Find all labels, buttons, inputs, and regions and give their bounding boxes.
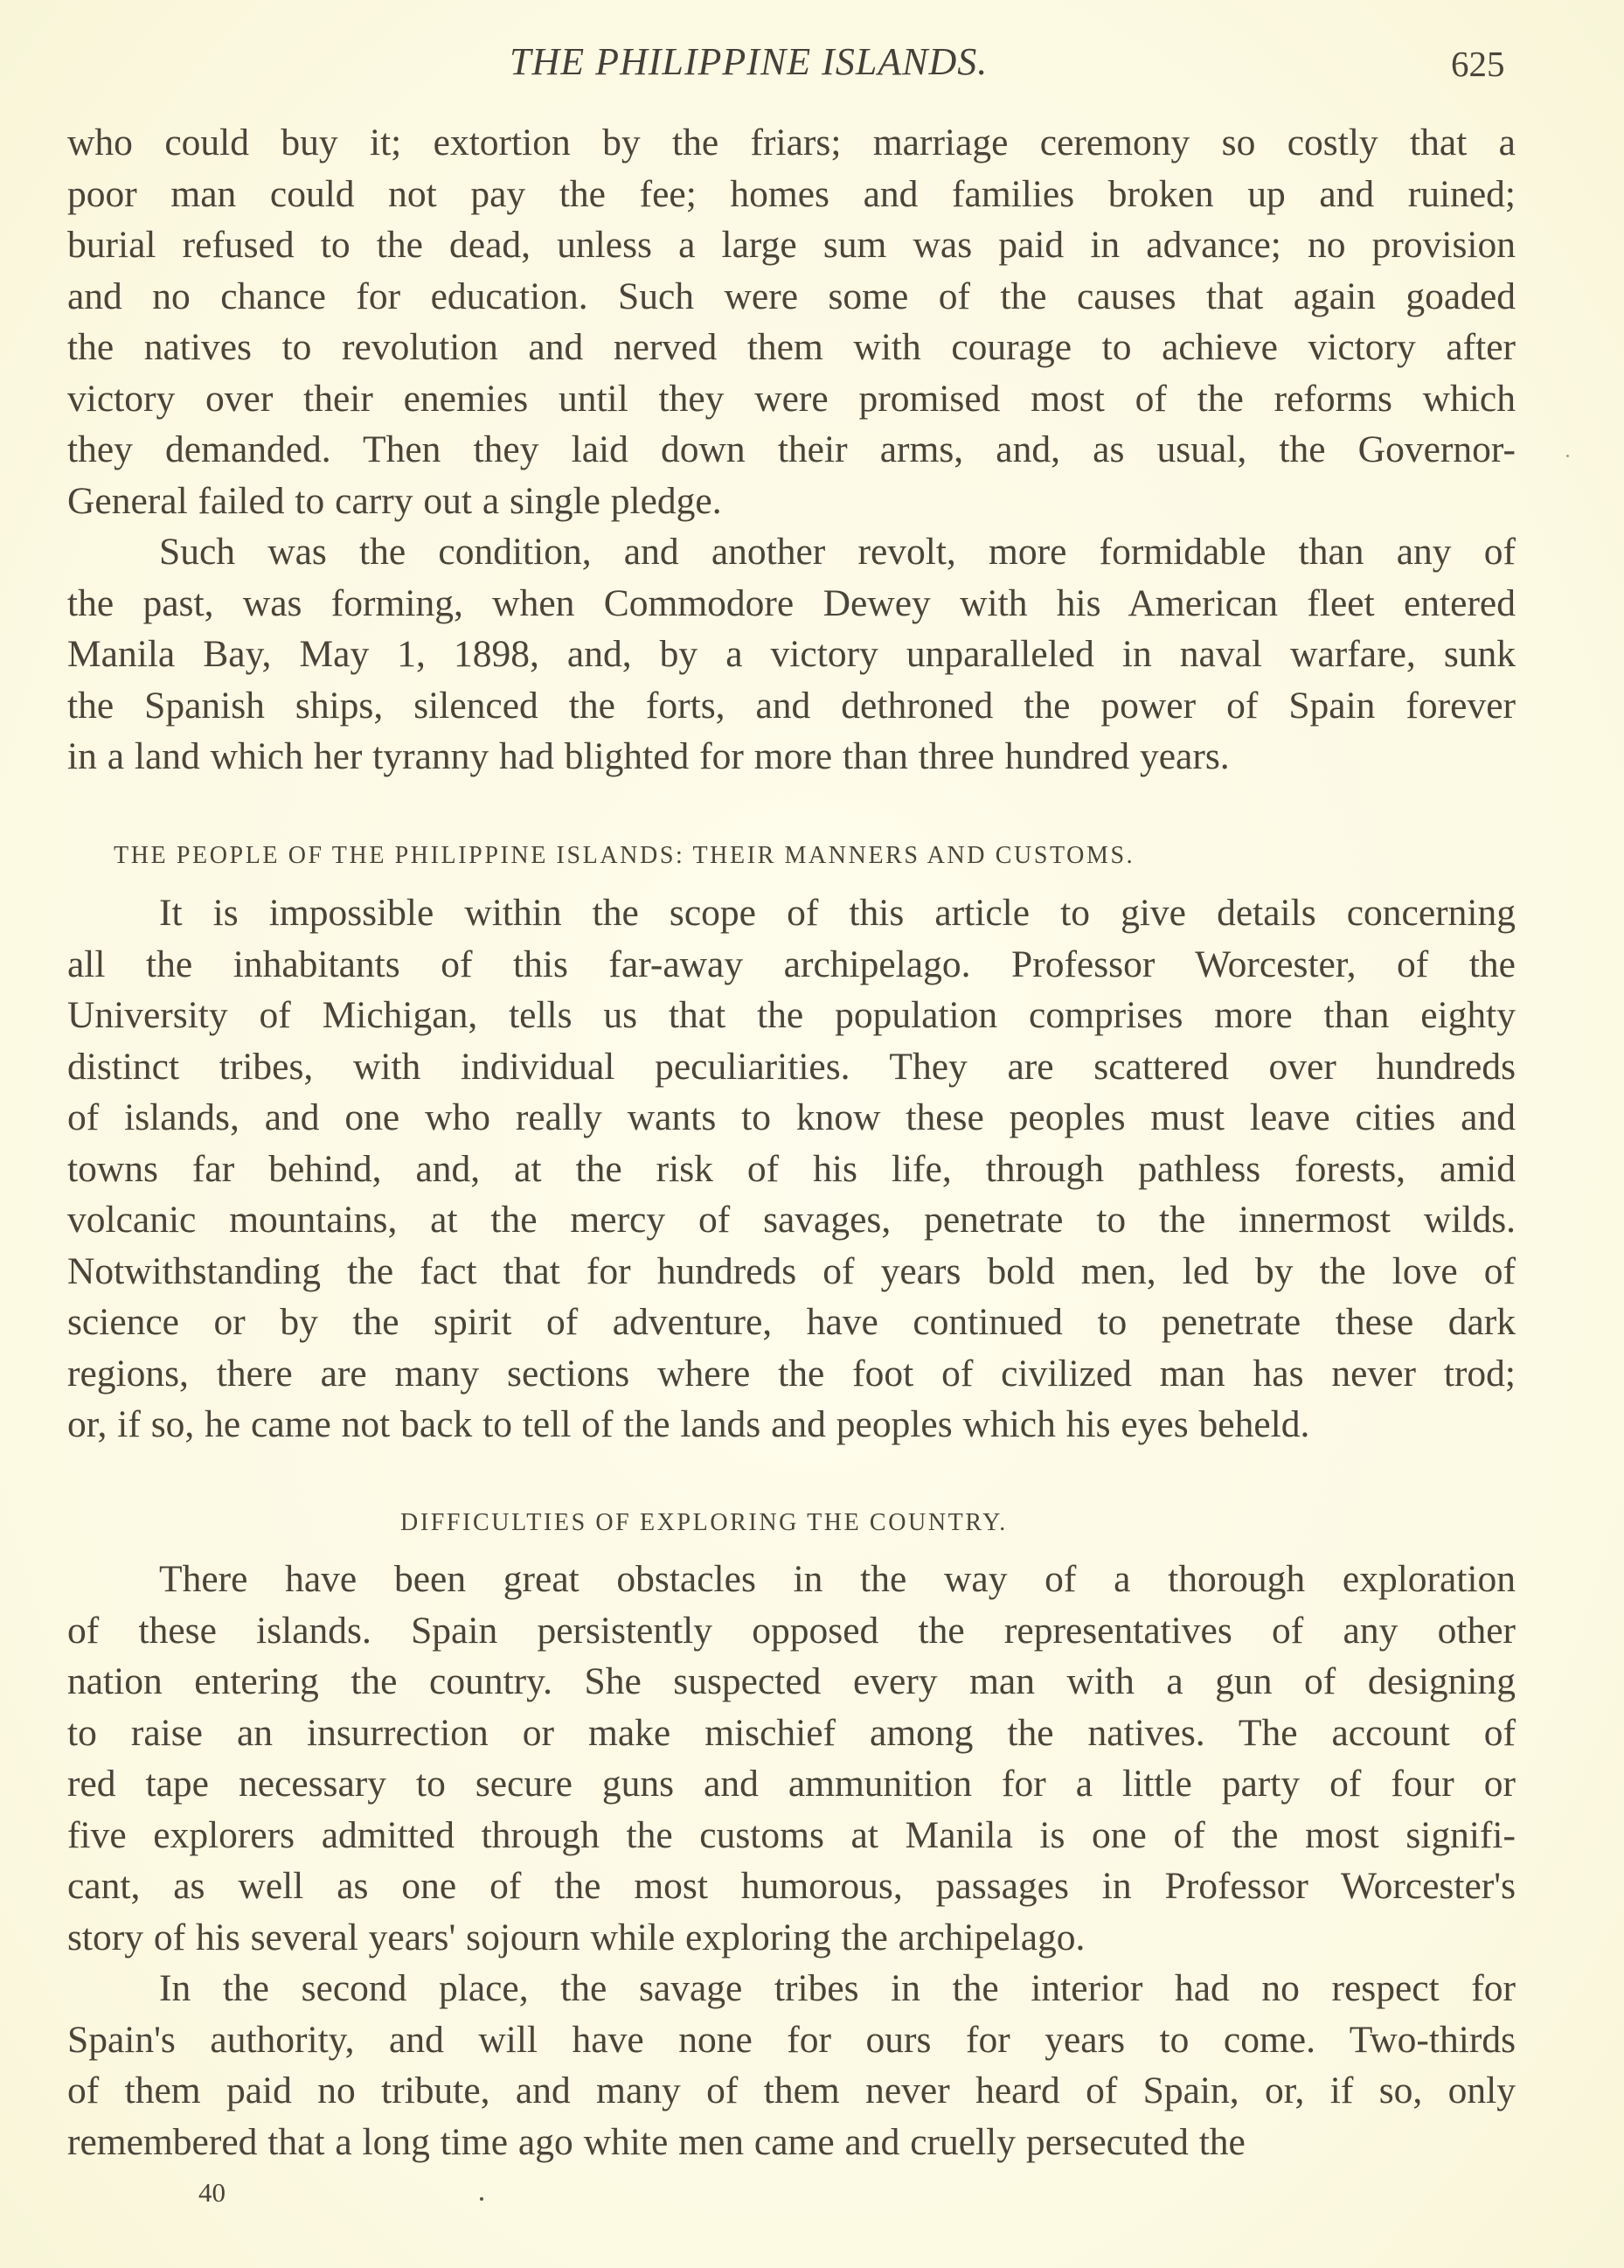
running-head — [0, 40, 1624, 84]
text-line: of them paid no tribute, and many of them never heard of Spain, or, if so, only — [67, 2070, 1516, 2111]
text-line: Manila Bay, May 1, 1898, and, by a victory unparalleled in naval warfare, sunk — [67, 633, 1516, 675]
text-line: towns far behind, and, at the risk of his life, through pathless forests, amid — [67, 1147, 1516, 1190]
section-heading-difficulties: DIFFICULTIES OF EXPLORING THE COUNTRY. — [400, 1509, 1008, 1536]
text-line: red tape necessary to secure guns and ammunition for a little party of four or — [67, 1763, 1516, 1805]
paragraph — [67, 1554, 1516, 1963]
text-line: to raise an insurrection or make mischief among the natives. The account of — [67, 1711, 1516, 1754]
text-line: University of Michigan, tells us that the population comprises more than eighty — [67, 994, 1516, 1036]
text-line: they demanded. Then they laid down their arms, and, as usual, the Governor- — [67, 428, 1516, 470]
section-heading-people: THE PEOPLE OF THE PHILIPPINE ISLANDS: THEIR MANNERS AND CUSTOMS. — [114, 842, 1135, 869]
signature-mark: 40 — [198, 2177, 226, 2208]
text-line: remembered that a long time ago white men came and cruelly persecuted the — [67, 2120, 1246, 2163]
ink-speck — [1566, 455, 1569, 457]
paragraph — [67, 1963, 1516, 2167]
text-line: victory over their enemies until they were promised most of the reforms which — [67, 377, 1516, 420]
paragraph — [67, 526, 1516, 783]
text-line: or, if so, he came not back to tell of the lands and peoples which his eyes beheld. — [67, 1403, 1310, 1445]
text-line: who could buy it; extortion by the friars; marriage ceremony so costly that a — [67, 122, 1516, 163]
text-line: nation entering the country. She suspected every man with a gun of designing — [67, 1660, 1516, 1702]
text-line: and no chance for education. Such were some of the causes that again goaded — [67, 275, 1516, 317]
text-line: five explorers admitted through the customs at Manila is one of the most signifi- — [67, 1813, 1516, 1856]
text-line: the past, was forming, when Commodore Dewey with his American fleet entered — [67, 581, 1516, 624]
text-line: distinct tribes, with individual peculiarities. They are scattered over hundreds — [67, 1045, 1516, 1088]
ink-speck — [480, 2197, 483, 2201]
text-line: the Spanish ships, silenced the forts, and dethroned the power of Spain forever — [67, 684, 1516, 727]
text-line: the natives to revolution and nerved them with courage to achieve victory after — [67, 326, 1516, 368]
text-line: Spain's authority, and will have none for ours for years to come. Two-thirds — [67, 2018, 1516, 2061]
text-line: science or by the spirit of adventure, have continued to penetrate these dark — [67, 1301, 1516, 1343]
text-line: in a land which her tyranny had blighted for more than three hundred years. — [67, 735, 1230, 777]
text-line: burial refused to the dead, unless a large sum was paid in advance; no provision — [67, 224, 1516, 266]
paragraph — [67, 117, 1516, 526]
running-title: THE PHILIPPINE ISLANDS. — [510, 40, 989, 83]
text-line: poor man could not pay the fee; homes and families broken up and ruined; — [67, 172, 1516, 215]
section-continuation — [67, 117, 1516, 783]
text-line: General failed to carry out a single pledge. — [67, 479, 722, 522]
text-line: It is impossible within the scope of this article to give details concerning — [159, 892, 1516, 934]
section-difficulties — [67, 1554, 1516, 2167]
page-number: 625 — [1451, 44, 1505, 84]
text-line: of these islands. Spain persistently opposed the representatives of any other — [67, 1609, 1516, 1652]
text-line: cant, as well as one of the most humorous, passages in Professor Worcester's — [67, 1865, 1516, 1907]
text-line: all the inhabitants of this far-away archipelago. Professor Worcester, of the — [67, 943, 1516, 985]
text-line: There have been great obstacles in the way of a thorough exploration — [159, 1558, 1516, 1600]
text-line: regions, there are many sections where the foot of civilized man has never trod; — [67, 1352, 1516, 1395]
text-line: Notwithstanding the fact that for hundreds of years bold men, led by the love of — [67, 1249, 1516, 1292]
text-line: of islands, and one who really wants to know these peoples must leave cities and — [67, 1096, 1516, 1138]
text-line: Such was the condition, and another revolt, more formidable than any of — [159, 531, 1516, 573]
section-people — [67, 887, 1516, 1451]
text-line: In the second place, the savage tribes in the interior had no respect for — [159, 1967, 1516, 2009]
text-line: story of his several years' sojourn while exploring the archipelago. — [67, 1916, 1086, 1958]
paragraph — [67, 887, 1516, 1451]
text-line: volcanic mountains, at the mercy of savages, penetrate to the innermost wilds. — [67, 1199, 1516, 1241]
